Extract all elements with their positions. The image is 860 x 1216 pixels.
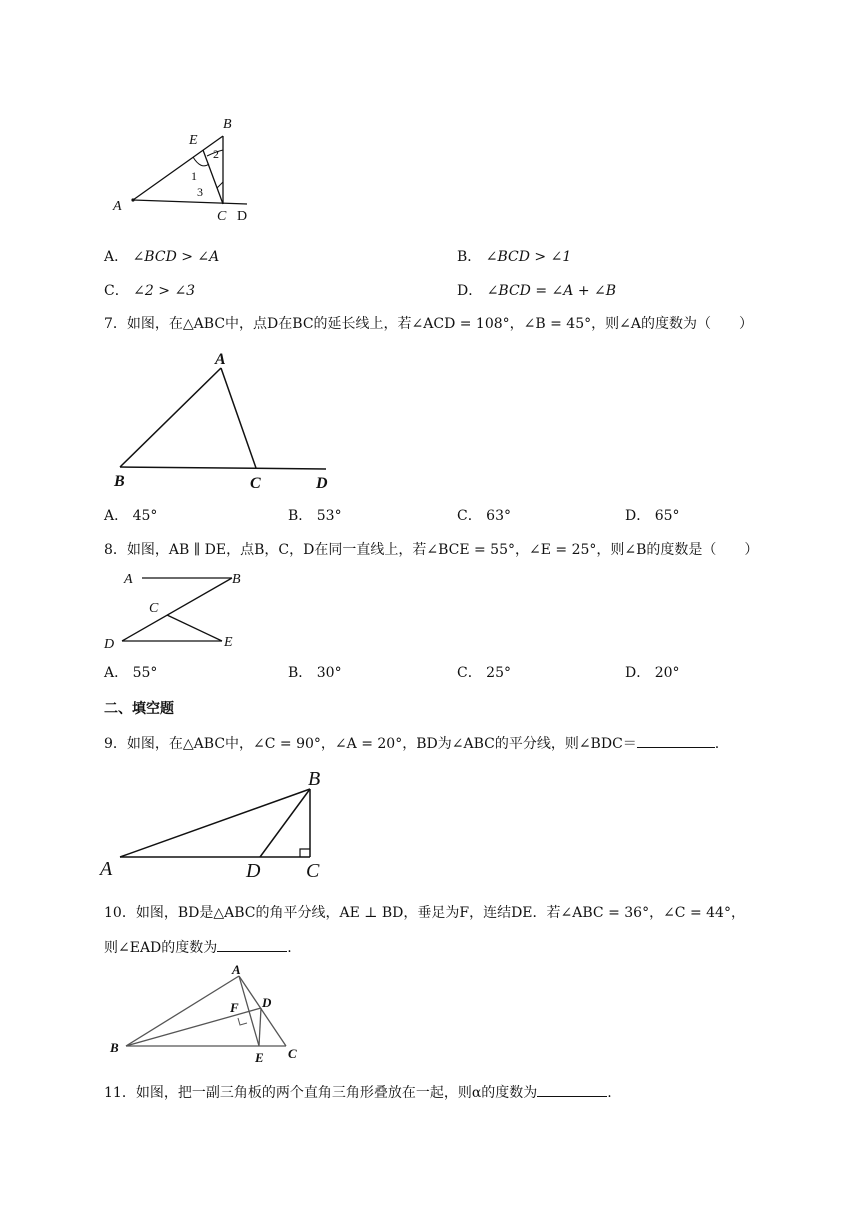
q8-option-a[interactable]: A． 55°	[104, 665, 158, 681]
segment-BA	[120, 368, 221, 467]
label-A: A	[124, 572, 133, 587]
label-B: B	[308, 768, 321, 790]
segment-AC	[239, 976, 286, 1046]
label-D: D	[316, 475, 328, 492]
segment-AB	[120, 789, 310, 857]
q8-option-b[interactable]: B． 30°	[288, 665, 342, 681]
q10-answer-blank[interactable]	[217, 937, 287, 952]
segment-AC	[221, 368, 256, 468]
q6-option-c[interactable]: C． ∠2 > ∠3	[104, 283, 196, 299]
q8-stem: 8．如图，AB ∥ DE，点B，C，D在同一直线上，若∠BCE = 55°，∠E = 25°，则∠B的度数是（ ）	[104, 542, 759, 558]
label-angle-1: 1	[191, 169, 197, 183]
figure-q10	[104, 960, 314, 1065]
label-D: D	[246, 860, 261, 882]
label-E: E	[224, 635, 233, 650]
segment-BD	[120, 467, 326, 469]
q11-answer-blank[interactable]	[537, 1082, 607, 1097]
q10-stem-line2: 则∠EAD的度数为 .	[104, 937, 292, 958]
label-B: B	[110, 1040, 119, 1055]
label-E: E	[189, 133, 198, 148]
segment-BD	[126, 1008, 261, 1046]
figure-q6	[105, 112, 265, 227]
q9-stem: 9．如图，在△ABC中，∠C = 90°，∠A = 20°，BD为∠ABC的平分线，则∠BDC＝ .	[104, 733, 719, 754]
angle-3-arc	[217, 182, 223, 188]
segment-BD	[260, 789, 310, 857]
q9-answer-blank[interactable]	[637, 733, 715, 748]
q8-option-c[interactable]: C． 25°	[457, 665, 511, 681]
label-E: E	[255, 1050, 264, 1065]
label-C: C	[288, 1046, 297, 1061]
q11-stem: 11．如图，把一副三角板的两个直角三角形叠放在一起，则α的度数为 .	[104, 1082, 612, 1103]
segment-BD	[122, 578, 232, 641]
q6-option-a[interactable]: A． ∠BCD > ∠A	[104, 249, 220, 265]
segment-BA	[126, 976, 239, 1046]
label-B: B	[114, 473, 125, 490]
label-A: A	[100, 858, 113, 880]
right-angle-mark	[238, 1018, 247, 1025]
label-C: C	[306, 860, 320, 882]
q6-option-b[interactable]: B． ∠BCD > ∠1	[457, 249, 572, 265]
label-C: C	[217, 209, 227, 224]
point-A	[131, 198, 134, 201]
figure-q8	[100, 566, 250, 652]
q7-stem: 7．如图，在△ABC中，点D在BC的延长线上，若∠ACD = 108°，∠B = 45°，则∠A的度数为（ ）	[104, 316, 753, 332]
q7-option-b[interactable]: B． 53°	[288, 508, 342, 524]
label-A: A	[113, 199, 122, 214]
label-D: D	[262, 995, 272, 1010]
segment-CE	[167, 615, 222, 641]
label-angle-2: 2	[213, 147, 219, 161]
label-angle-3: 3	[197, 185, 203, 199]
figure-q7	[108, 348, 348, 493]
q7-option-d[interactable]: D． 65°	[625, 508, 680, 524]
q7-option-a[interactable]: A． 45°	[104, 508, 158, 524]
q7-option-c[interactable]: C． 63°	[457, 508, 511, 524]
section-heading: 二、填空题	[104, 701, 174, 717]
label-B: B	[232, 572, 241, 587]
label-D: D	[237, 209, 248, 224]
figure-q9	[98, 765, 338, 883]
label-D: D	[104, 637, 115, 652]
q8-option-d[interactable]: D． 20°	[625, 665, 680, 681]
label-A: A	[215, 351, 226, 368]
segment-AE	[239, 976, 259, 1046]
q6-option-d[interactable]: D． ∠BCD = ∠A + ∠B	[457, 283, 617, 299]
segment-AD	[133, 200, 247, 204]
label-C: C	[149, 601, 159, 616]
label-F: F	[230, 1000, 239, 1015]
q10-stem-line1: 10．如图，BD是△ABC的角平分线，AE ⊥ BD，垂足为F，连结DE．若∠ABC = 36°，∠C = 44°，	[104, 905, 745, 921]
label-B: B	[223, 117, 232, 132]
right-angle-mark	[300, 849, 310, 857]
label-A: A	[232, 962, 241, 977]
label-C: C	[250, 475, 261, 492]
segment-DE	[259, 1008, 261, 1046]
